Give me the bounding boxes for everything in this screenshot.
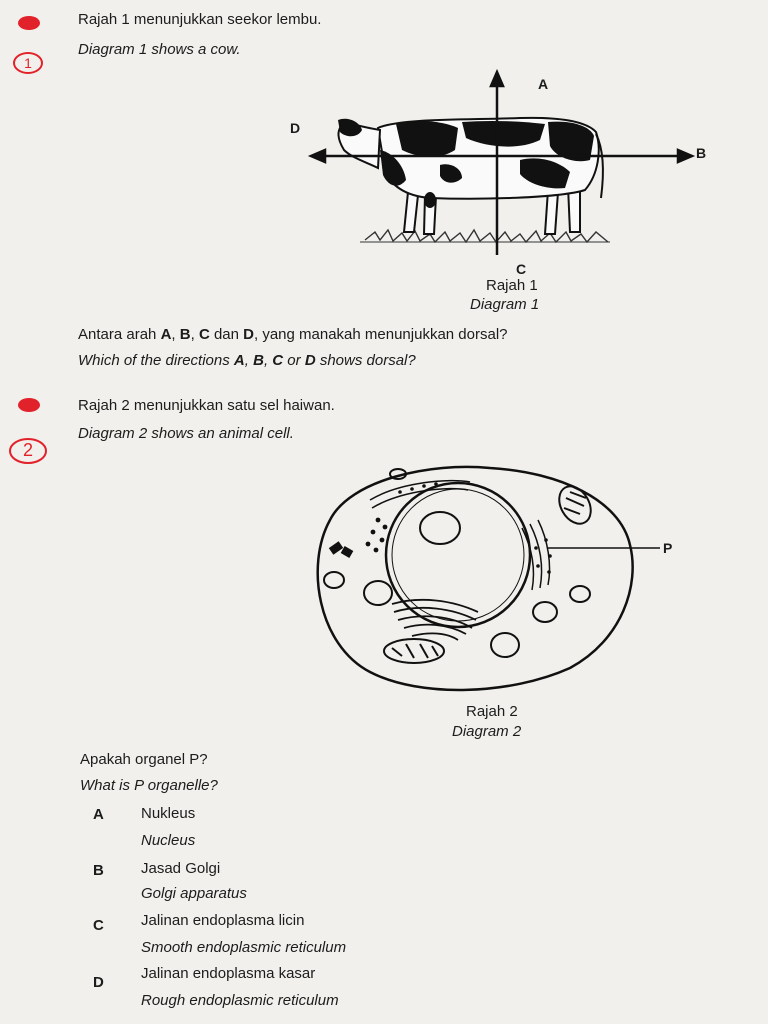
option-malay: Jalinan endoplasma licin (141, 912, 305, 929)
option-letter: B (93, 862, 104, 879)
centriole (329, 541, 354, 558)
circled-number-1: 1 (13, 52, 43, 74)
q2-stem-malay: Rajah 2 menunjukkan satu sel haiwan. (78, 397, 335, 414)
option-letter: A (93, 806, 104, 823)
arrow-label-c: C (516, 261, 527, 277)
golgi-apparatus (392, 600, 478, 640)
arrow-label-d: D (290, 120, 301, 136)
arrow-label-b: B (696, 145, 707, 161)
q1-stem-english: Diagram 1 shows a cow. (78, 41, 241, 58)
arrow-label-a: A (538, 76, 549, 92)
q2-question-english: What is P organelle? (80, 777, 218, 794)
nucleolus (420, 512, 460, 544)
option-letter: D (93, 974, 104, 991)
option-malay: Jasad Golgi (141, 860, 221, 877)
option-english: Smooth endoplasmic reticulum (141, 939, 347, 956)
q1-caption-malay: Rajah 1 (486, 277, 538, 294)
q2-caption-malay: Rajah 2 (466, 703, 518, 720)
q1-caption-english: Diagram 1 (470, 296, 540, 313)
rough-er (370, 481, 550, 590)
option-english: Golgi apparatus (141, 885, 247, 902)
option-malay: Nukleus (141, 805, 196, 822)
q1-stem-malay: Rajah 1 menunjukkan seekor lembu. (78, 11, 322, 28)
q1-question-malay: Antara arah A, B, C dan D, yang manakah menunjukkan dorsal? (78, 326, 508, 343)
q2-caption-english: Diagram 2 (452, 723, 522, 740)
label-p: P (663, 540, 673, 556)
q2-question-malay: Apakah organel P? (80, 751, 208, 768)
option-malay: Jalinan endoplasma kasar (141, 965, 316, 982)
q1-question-english: Which of the directions A, B, C or D shows dorsal? (78, 352, 416, 369)
option-english: Rough endoplasmic reticulum (141, 992, 339, 1009)
option-letter: C (93, 917, 104, 934)
circled-number-2: 2 (8, 436, 48, 466)
cell-membrane (318, 467, 633, 690)
q2-stem-english: Diagram 2 shows an animal cell. (78, 425, 294, 442)
option-english: Nucleus (141, 832, 196, 849)
